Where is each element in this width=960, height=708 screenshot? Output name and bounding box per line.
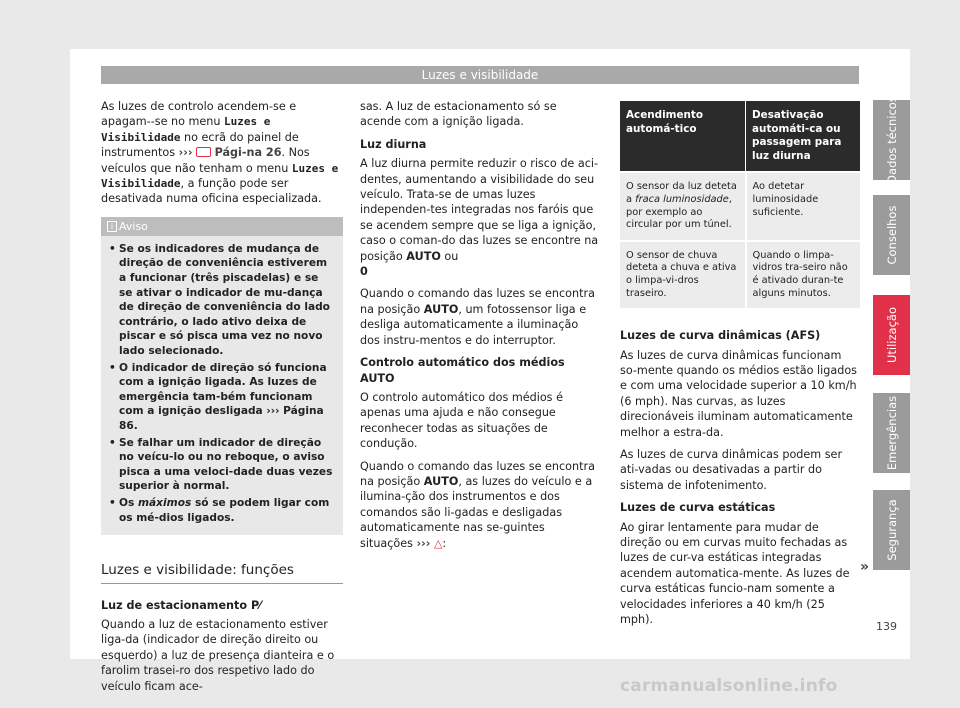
tab-seguranca[interactable] [873, 490, 910, 570]
page-reference-link[interactable]: Pági-na 26 [214, 146, 282, 160]
tab-utilizacao[interactable] [873, 295, 910, 375]
text: A luz diurna permite reduzir o risco de aci-dentes, aumentando a visibilidade do seu veículo. Trata-se de umas luzes independen-tes integradas nos faróis que se acendem sempre que se liga a ignição, caso o coman-do das luzes se encontre na posição [360, 157, 599, 263]
zero-symbol: 0 [360, 265, 368, 279]
aviso-item: • Se falhar um indicador de direção no veícu-lo ou no reboque, o aviso pisca a uma veloci-dade duas vezes superior à normal. [109, 436, 335, 494]
paragraph [360, 459, 600, 551]
text: . Nos veículos que não tenham o menu [101, 146, 310, 175]
tab-label: Utilização [884, 306, 899, 364]
afs-title: Luzes de curva dinâmicas (AFS) [620, 329, 821, 343]
paragraph: Ao girar lentamente para mudar de direção ou em curvas muito fechadas as luzes de cur-va estáticas integradas acendem automatica-mente. As luzes de curva estáticas funcio-nam somente a velocidades inferiores a 40 km/h (25 mph). [620, 520, 850, 627]
text: fraca luminosidade [635, 193, 729, 205]
reference-arrow: ››› [416, 536, 431, 550]
table-header-row [620, 101, 860, 172]
aviso-title: Aviso [119, 219, 148, 233]
text: Controlo automático dos médios [360, 356, 565, 370]
tab-label: Conselhos [884, 205, 899, 265]
intro-paragraph [101, 99, 343, 207]
page-number: 139 [876, 620, 897, 633]
tab-dados-tecnicos[interactable] [873, 96, 910, 184]
text: Quando o comando das luzes se encontra na posição [360, 287, 595, 316]
tab-conselhos[interactable] [873, 195, 910, 275]
text: máximos [138, 496, 192, 509]
aviso-list [101, 236, 343, 525]
table-header: Acendimento automá-tico [620, 101, 746, 172]
paragraph: As luzes de curva dinâmicas funcionam so-mente quando os médios estão ligados e com uma velocidade superior a 10 km/h (6 mph). Nas curvas, as luzes direcionáveis iluminam automaticamente melhor a estra-da. [620, 348, 858, 439]
paragraph [360, 286, 600, 348]
text: , a função pode ser desativada numa oficina especializada. [101, 177, 322, 206]
aviso-item: • Se os indicadores de mudança de direção de conveniência estiverem a funcionar (três piscadelas) e se se ativar o indicador de mu-dança de direção de conveniência do lado contrário, o lado ativo deixa de piscar e só pisca uma vez no novo lado selecionado. [109, 242, 335, 359]
table-header: Desativação automáti-ca ou passagem para luz diurna [746, 101, 860, 172]
static-curve-title: Luzes de curva estáticas [620, 501, 776, 515]
menu-name: Luzes e Visibilidade [101, 115, 271, 144]
text: Luz de estacionamento [101, 598, 248, 612]
reference-arrow: ››› [178, 146, 193, 160]
text: só se podem ligar com os mé-dios ligados. [119, 496, 330, 524]
aviso-item: • O indicador de direção só funciona com a ignição ligada. As luzes de emergência tam-bém funcionam com a ignição desligada ››› Página 86. [109, 361, 335, 434]
tab-label: Emergências [884, 395, 899, 471]
column-1 [101, 99, 343, 701]
text: , um fotossensor liga e desliga automaticamente a iluminação dos instru-mentos e do interruptor. [360, 302, 587, 347]
info-icon: i [107, 221, 117, 232]
page-header: Luzes e visibilidade [101, 66, 859, 84]
text: O sensor da luz deteta a [626, 181, 737, 205]
text: , as luzes do veículo e a ilumina-ção dos instrumentos e dos comandos são li-gadas e desligadas automaticamente nas se-guintes situações [360, 474, 593, 550]
text: , por exemplo ao circular por um túnel. [626, 193, 732, 231]
paragraph: As luzes de curva dinâmicas podem ser ati-vadas ou desativadas a partir do sistema de infotenimento. [620, 447, 843, 492]
column-2 [360, 99, 600, 558]
section-title: Luzes e visibilidade: funções [101, 563, 343, 583]
aviso-header [101, 217, 343, 236]
paragraph: O controlo automático dos médios é apenas uma ajuda e não consegue reconhecer todas as situações de condução. [360, 390, 563, 451]
tab-label: Segurança [884, 499, 899, 561]
text: As luzes de controlo acendem-se e apagam--se no menu [101, 100, 297, 129]
table-cell: Quando o limpa-vidros tra-seiro não é ativado duran-te alguns minutos. [746, 241, 860, 308]
menu-name: Luzes e Visibilidade [101, 161, 339, 191]
continue-marker: » [860, 559, 870, 575]
table-cell: Ao detetar luminosidade suficiente. [746, 172, 860, 240]
table-row [620, 241, 860, 308]
auto-symbol: AUTO [406, 249, 441, 263]
text: no ecrã do painel de instrumentos [101, 130, 299, 160]
text: Os [119, 496, 138, 509]
auto-symbol: AUTO [360, 371, 395, 385]
tab-label: Dados técnicos [884, 96, 899, 184]
watermark: carmanualsonline.info [620, 676, 838, 696]
text: Quando o comando das luzes se encontra na posição [360, 459, 595, 488]
warning-triangle-icon: △ [433, 536, 443, 550]
auto-symbol: AUTO [423, 302, 459, 316]
text: : [442, 536, 447, 550]
parking-light-title [101, 598, 343, 613]
parking-light-icon: P⁄ [250, 598, 262, 612]
book-icon [196, 147, 211, 157]
auto-light-table [620, 101, 860, 308]
table-cell: O sensor de chuva deteta a chuva e ativa o limpa-vi-dros traseiro. [620, 241, 746, 308]
tab-emergencias[interactable] [873, 393, 910, 473]
daylight-paragraph [360, 156, 600, 279]
aviso-box [101, 217, 343, 535]
auto-headlight-title [360, 355, 600, 386]
parking-light-text: Quando a luz de estacionamento estiver liga-da (indicador de direção direito ou esquerdo) a luz de presença dianteira e o farolim trasei-ro dos respetivo lado do veículo ficam ace- [101, 617, 335, 693]
paragraph: sas. A luz de estacionamento só se acende com a ignição ligada. [360, 100, 557, 129]
table-cell [620, 172, 746, 240]
aviso-item [109, 496, 335, 525]
column-3 [620, 99, 860, 634]
daylight-title: Luz diurna [360, 137, 427, 151]
table-row [620, 172, 860, 240]
text: ou [440, 249, 459, 263]
auto-symbol: AUTO [423, 474, 459, 488]
